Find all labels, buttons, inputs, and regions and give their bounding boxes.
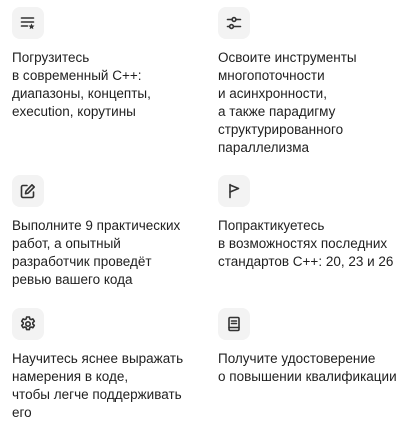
feature-card <box>12 308 212 422</box>
feature-card <box>218 7 415 157</box>
edit-icon <box>12 175 44 207</box>
feature-text: Попрактикуетесь в возможностях последних стандартов С++: 20, 23 и 26 <box>218 218 394 269</box>
gear-icon <box>12 308 44 340</box>
feature-text: Выполните 9 практических работ, а опытный разработчик проведёт ревью вашего кода <box>12 218 181 287</box>
feature-text: Научитесь яснее выражать намерения в коде, чтобы легче поддерживать его <box>12 351 184 420</box>
feature-text: Погрузитесь в современный С++: диапазоны, концепты, execution, корутины <box>12 50 151 119</box>
feature-card <box>12 7 212 121</box>
sliders-icon <box>218 7 250 39</box>
flag-icon <box>218 175 250 207</box>
feature-text: Освоите инструменты многопоточности и асинхронности, а также парадигму структурированного параллелизма <box>218 50 357 155</box>
book-icon <box>218 308 250 340</box>
list-icon <box>12 7 44 39</box>
feature-card <box>218 175 415 271</box>
feature-text: Получите удостоверение о повышении квалификации <box>218 351 397 384</box>
feature-card <box>12 175 212 289</box>
feature-card <box>218 308 415 386</box>
